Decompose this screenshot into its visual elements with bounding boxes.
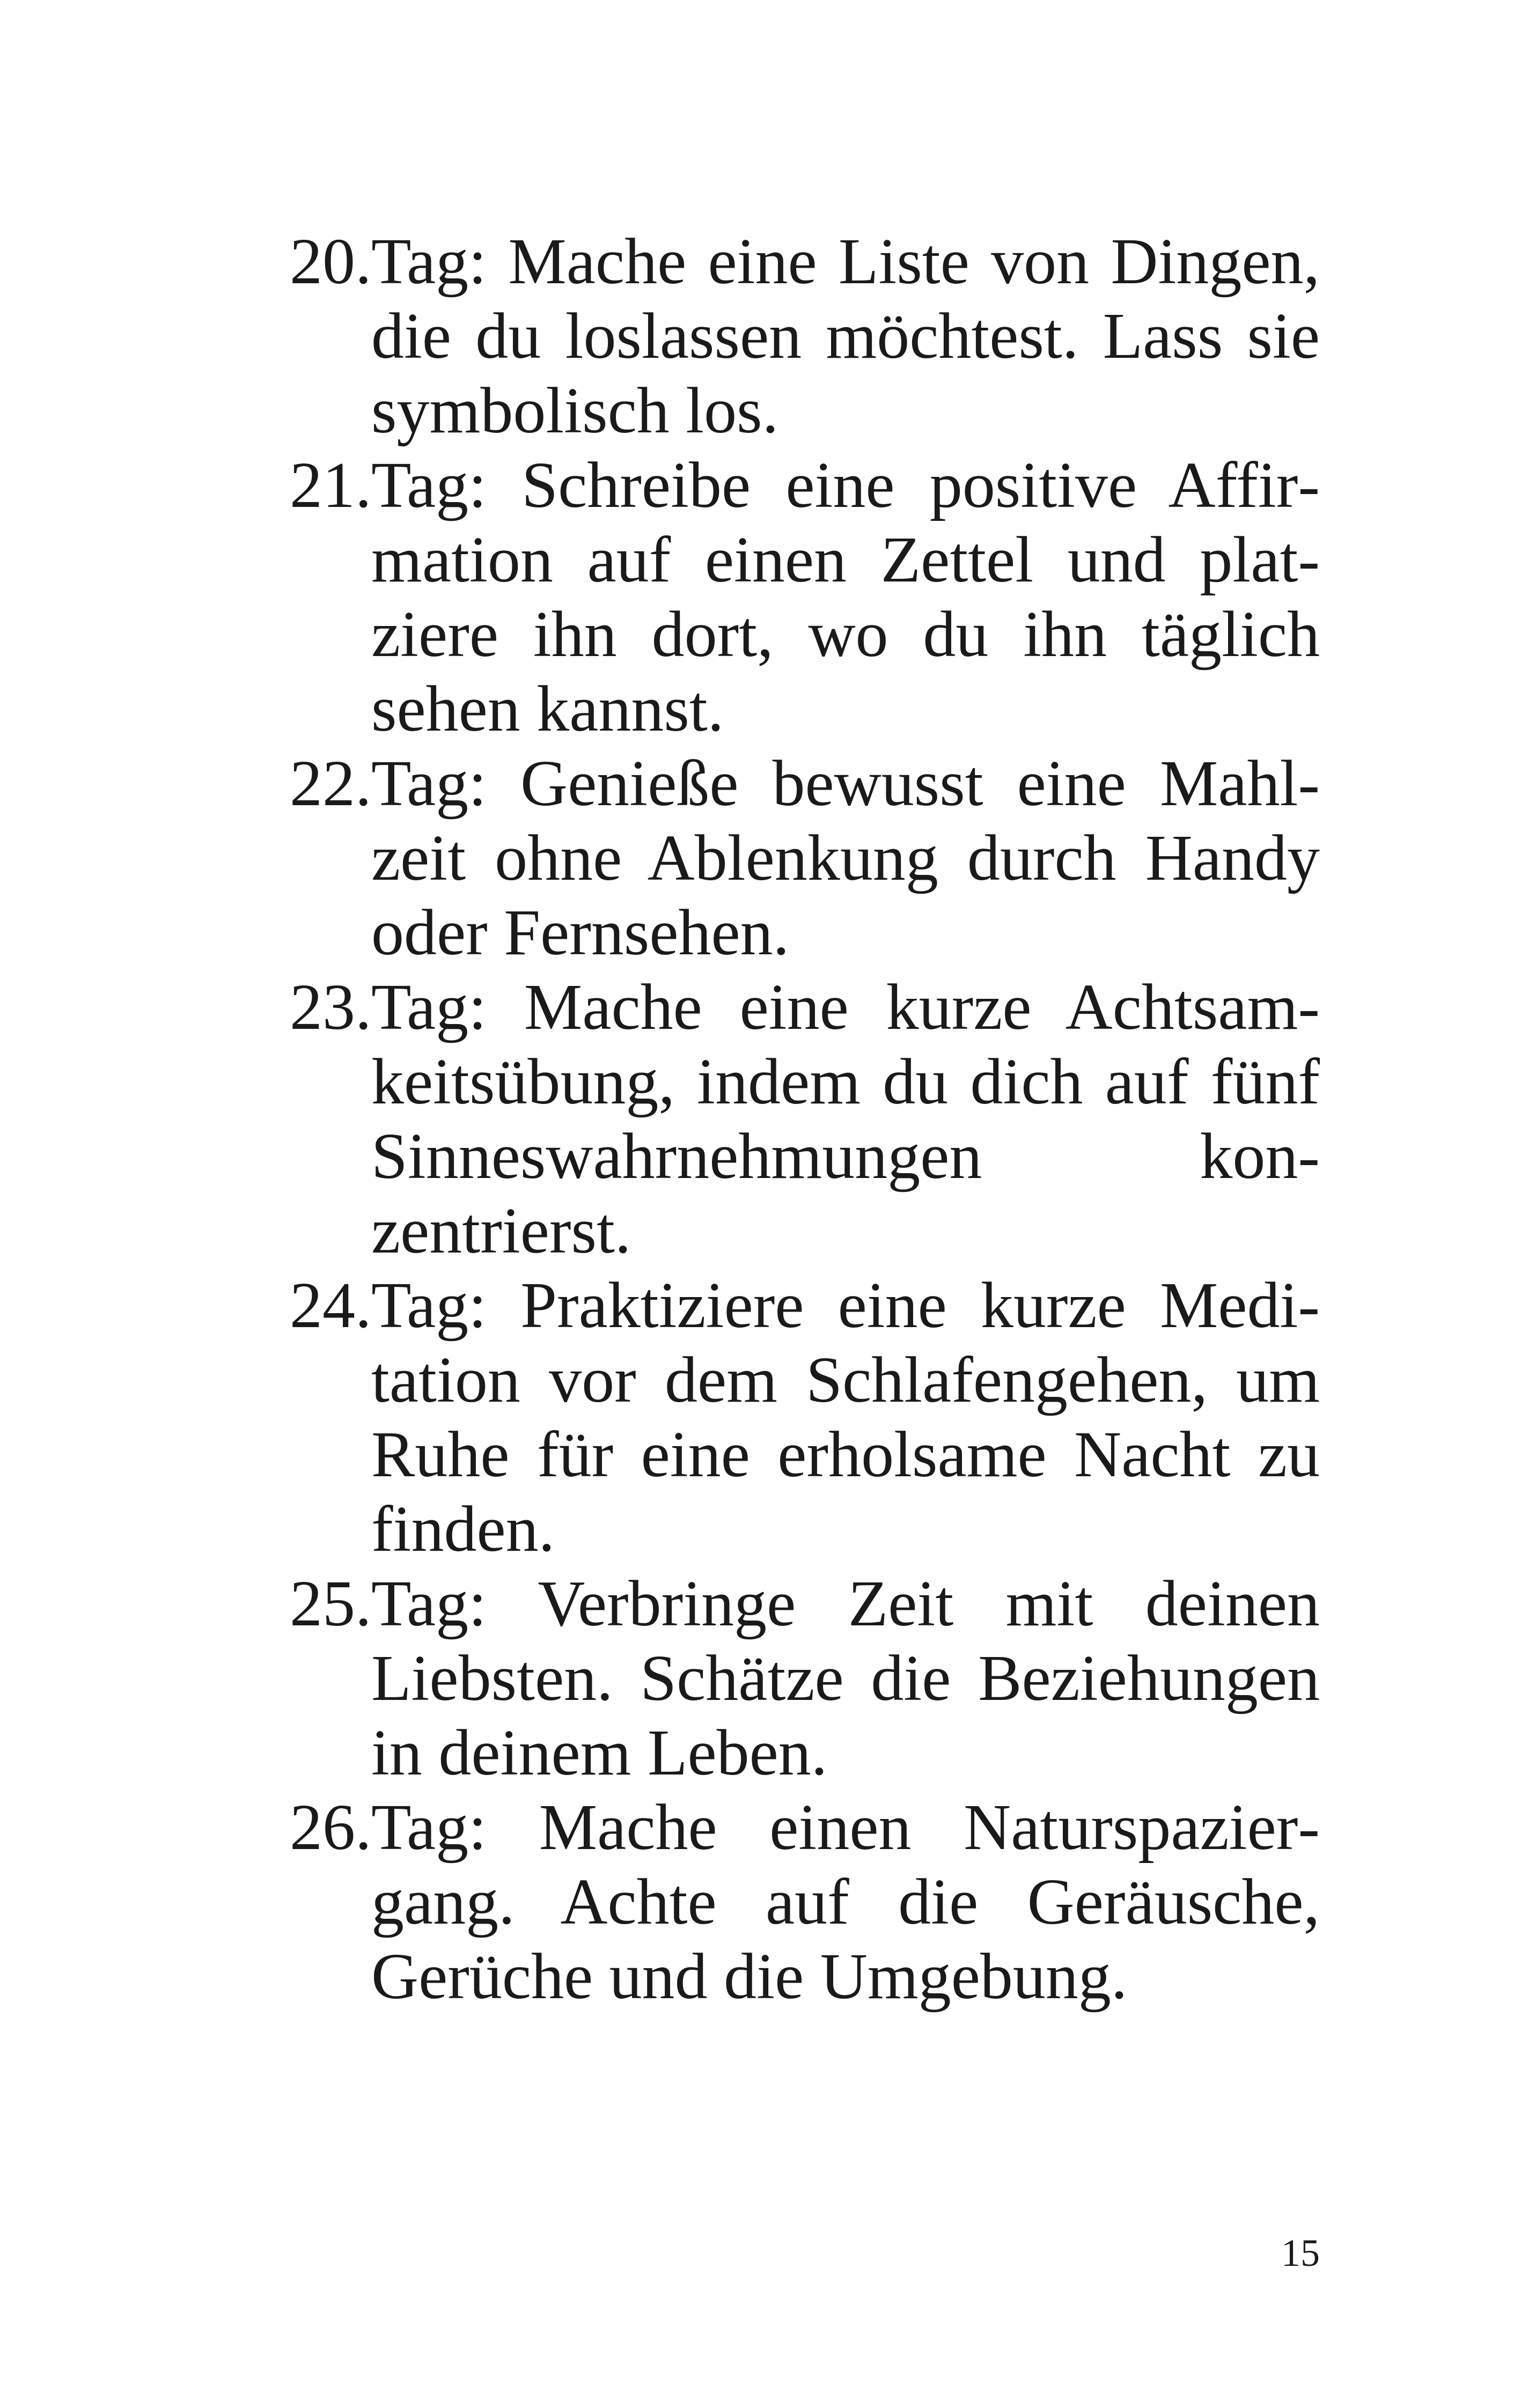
- list-item-number: 24.: [290, 1269, 372, 1342]
- list-item: [290, 448, 1320, 746]
- list-item: [290, 746, 1320, 970]
- list-item-number: 21.: [290, 449, 372, 521]
- list-item-text: Tag: Mache einen Naturspaziergang. Achte auf die Geräusche, Gerüche und die Umgebung.: [371, 1791, 1320, 2013]
- list-item-text: Tag: Mache eine Liste von Dingen, die du loslassen möchtest. Lass sie symbolisch los.: [371, 225, 1320, 447]
- list-item-number: 25.: [290, 1567, 372, 1640]
- list-item: [290, 1268, 1320, 1566]
- list-item-text: Tag: Mache eine kurze Achtsamkeitsübung, indem du dich auf fünf Sinneswahrnehmungen konzentrierst.: [371, 971, 1320, 1267]
- list-item: [290, 1566, 1320, 1790]
- day-list: [290, 224, 1320, 2014]
- list-item-text: Tag: Schreibe eine positive Affirmation auf einen Zettel und platziere ihn dort, wo du ihn täglich sehen kannst.: [371, 449, 1320, 745]
- list-item-number: 20.: [290, 225, 372, 298]
- list-item: [290, 1790, 1320, 2014]
- list-item-text: Tag: Praktiziere eine kurze Meditation vor dem Schlafengehen, um Ruhe für eine erholsame Nacht zu finden.: [371, 1269, 1320, 1565]
- list-item-text: Tag: Verbringe Zeit mit deinen Liebsten. Schätze die Beziehungen in deinem Leben.: [371, 1567, 1320, 1789]
- list-item-text: Tag: Genieße bewusst eine Mahlzeit ohne Ablenkung durch Handy oder Fernsehen.: [371, 747, 1320, 969]
- list-item-number: 22.: [290, 747, 372, 820]
- list-item: [290, 224, 1320, 448]
- list-item: [290, 970, 1320, 1268]
- list-item-number: 23.: [290, 971, 372, 1043]
- list-item-number: 26.: [290, 1791, 372, 1864]
- page-number: 15: [1281, 2232, 1320, 2274]
